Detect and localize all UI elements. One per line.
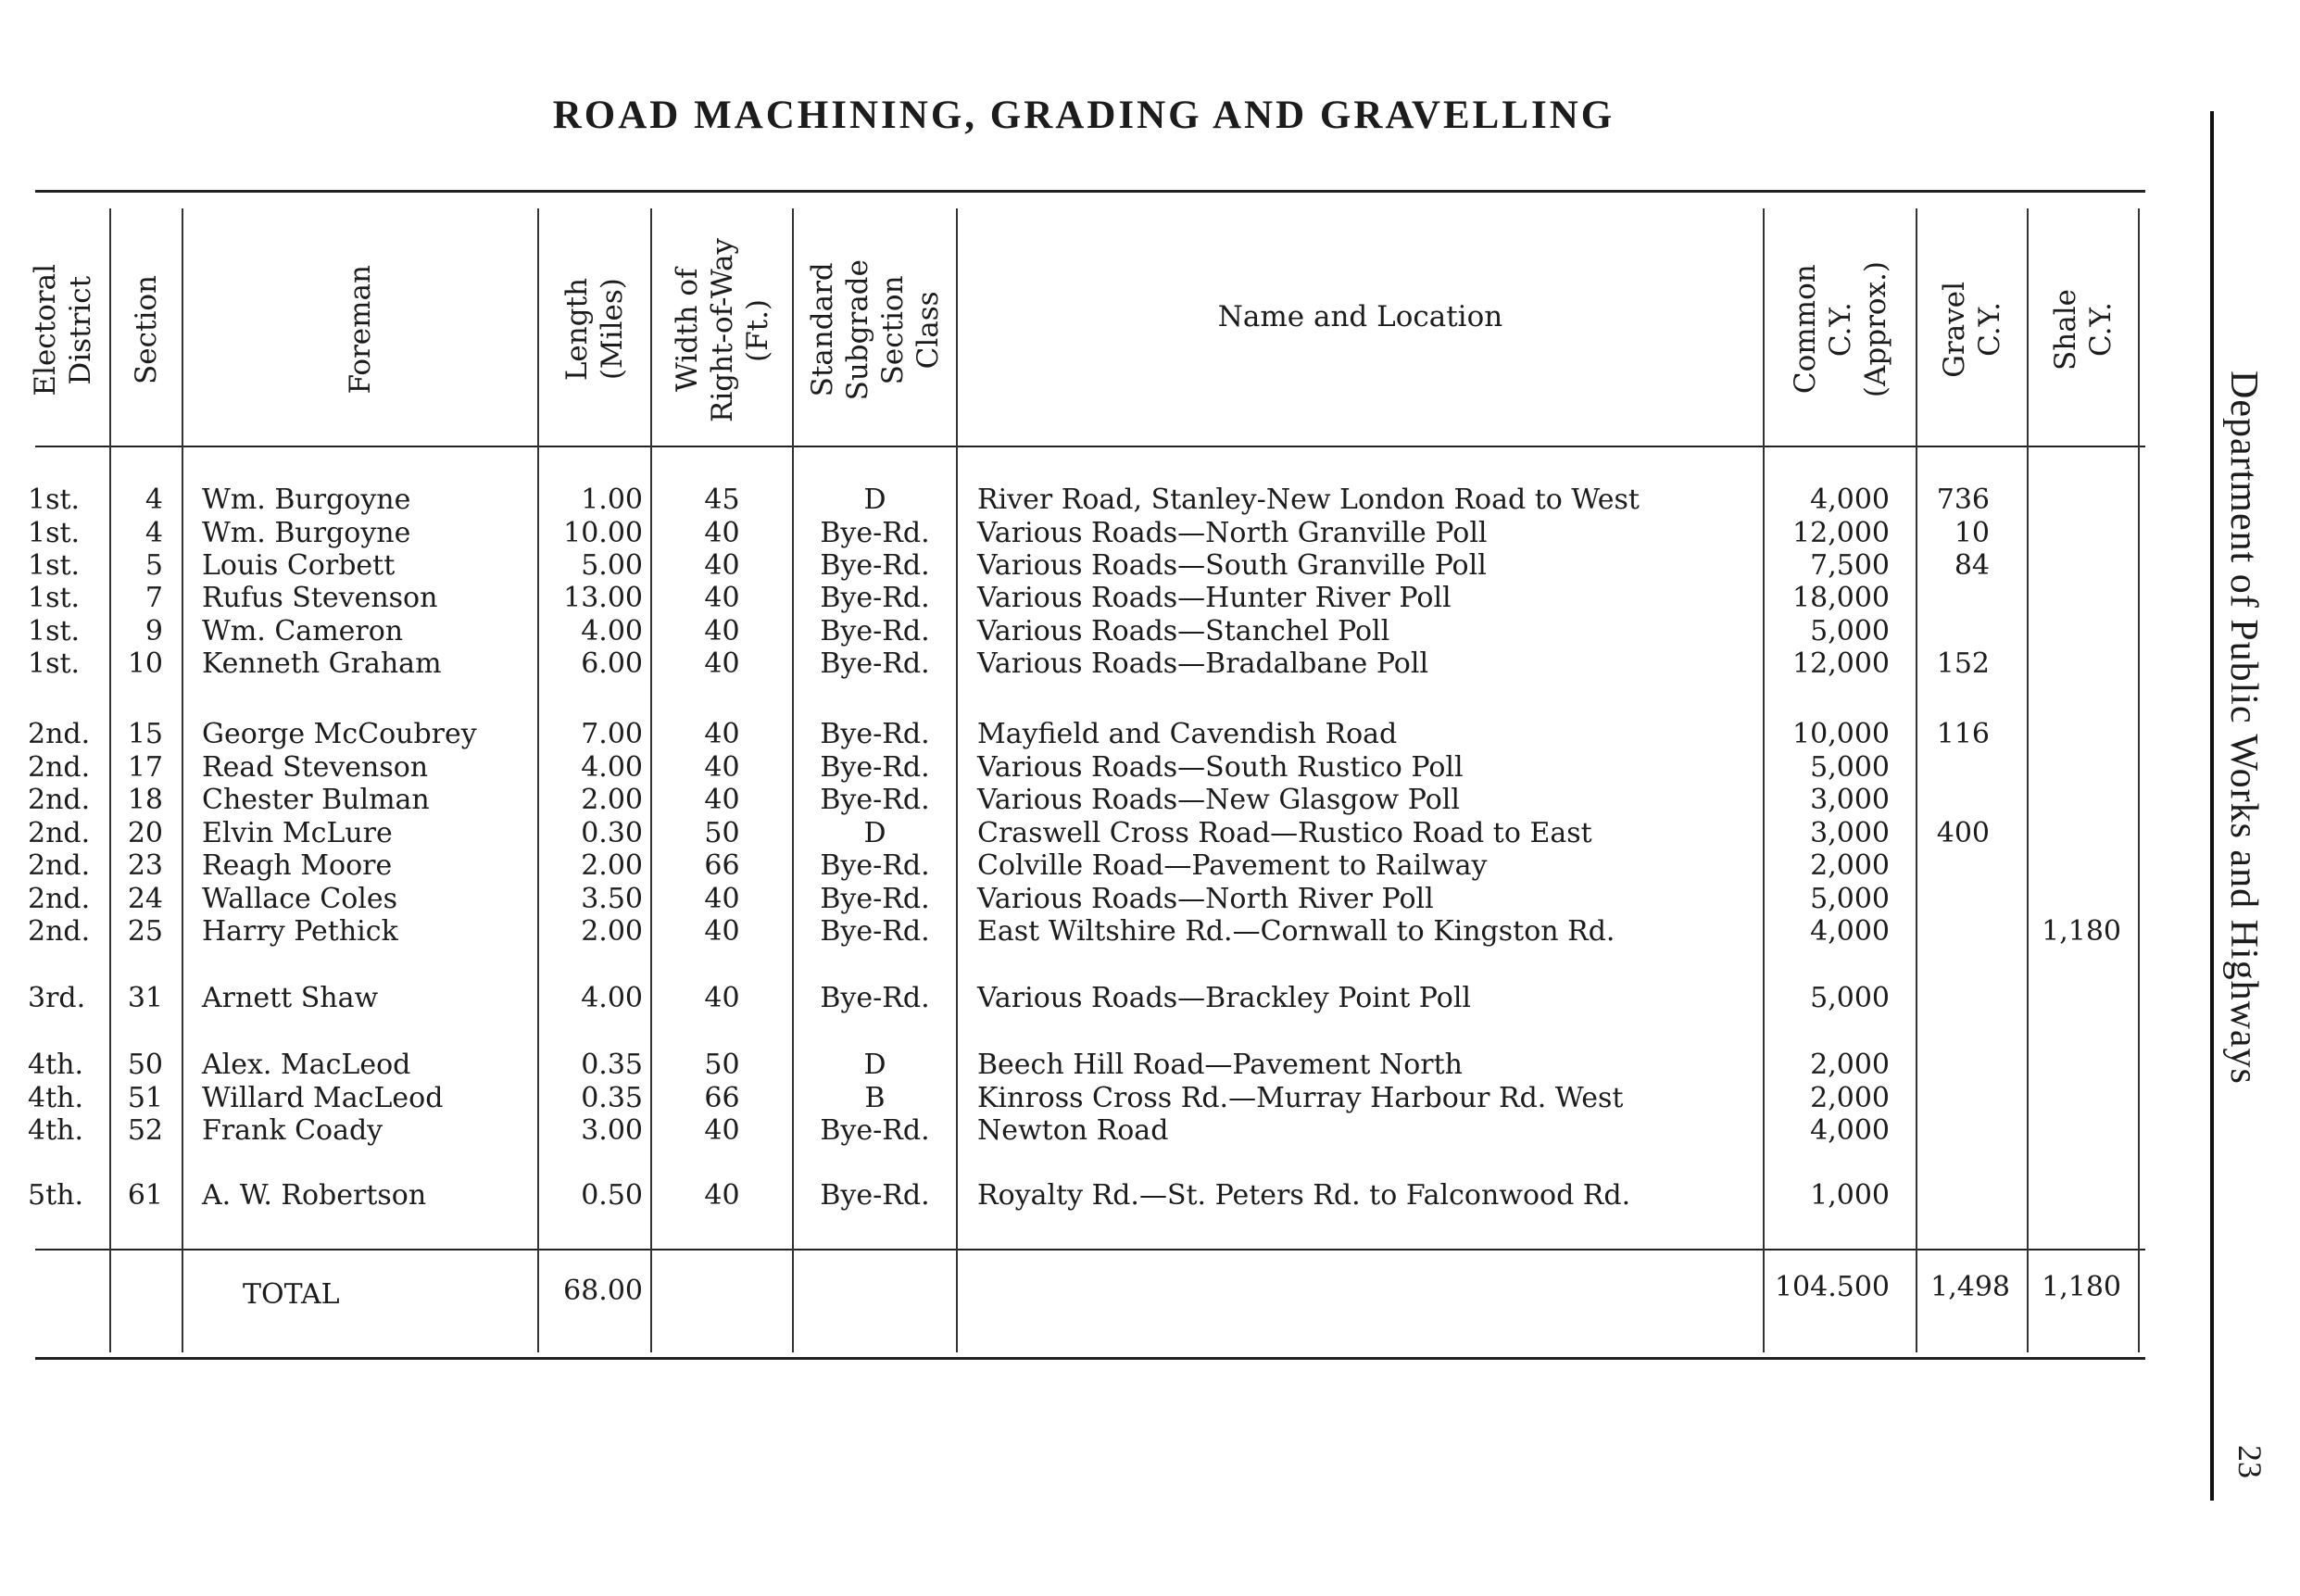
cell-section: 23 <box>127 849 163 882</box>
cell-foreman: Harry Pethick <box>202 915 398 948</box>
cell-name: Various Roads—Hunter River Poll <box>977 582 1452 614</box>
cell-class: Bye-Rd. <box>820 549 930 582</box>
cell-length: 4.00 <box>581 615 643 647</box>
cell-common: 12,000 <box>1792 647 1890 680</box>
cell-width: 40 <box>704 784 740 816</box>
cell-foreman: Kenneth Graham <box>202 647 442 680</box>
header-section: Section <box>130 275 163 384</box>
cell-section: 17 <box>127 751 163 784</box>
cell-width: 66 <box>704 849 740 882</box>
cell-district: 5th. <box>28 1179 83 1212</box>
cell-name: Kinross Cross Rd.—Murray Harbour Rd. West <box>977 1082 1624 1114</box>
cell-section: 51 <box>127 1082 163 1114</box>
header-foreman: Foreman <box>344 265 377 395</box>
cell-district: 4th. <box>28 1049 83 1081</box>
cell-name: Various Roads—Bradalbane Poll <box>977 647 1429 680</box>
cell-length: 2.00 <box>581 849 643 882</box>
cell-name: Various Roads—South Granville Poll <box>977 549 1487 582</box>
cell-width: 40 <box>704 718 740 750</box>
cell-district: 3rd. <box>28 982 86 1014</box>
cell-common: 2,000 <box>1810 849 1890 882</box>
cell-foreman: Wm. Burgoyne <box>202 484 411 516</box>
cell-width: 40 <box>704 647 740 680</box>
cell-class: D <box>863 817 886 849</box>
cell-gravel: 400 <box>1936 817 1990 849</box>
cell-common: 2,000 <box>1810 1049 1890 1081</box>
cell-district: 2nd. <box>28 784 91 816</box>
cell-section: 7 <box>145 582 163 614</box>
cell-foreman: Alex. MacLeod <box>202 1049 411 1081</box>
cell-class: Bye-Rd. <box>820 784 930 816</box>
cell-length: 5.00 <box>581 549 643 582</box>
cell-section: 10 <box>127 647 163 680</box>
cell-width: 40 <box>704 1114 740 1147</box>
cell-width: 40 <box>704 1179 740 1212</box>
cell-name: Craswell Cross Road—Rustico Road to East <box>977 817 1592 849</box>
cell-district: 2nd. <box>28 751 91 784</box>
cell-common: 4,000 <box>1810 915 1890 948</box>
cell-name: Colville Road—Pavement to Railway <box>977 849 1488 882</box>
cell-common: 7,500 <box>1810 549 1890 582</box>
cell-district: 2nd. <box>28 849 91 882</box>
cell-common: 4,000 <box>1810 484 1890 516</box>
cell-section: 18 <box>127 784 163 816</box>
cell-common: 2,000 <box>1810 1082 1890 1114</box>
cell-foreman: Reagh Moore <box>202 849 393 882</box>
cell-width: 40 <box>704 751 740 784</box>
cell-section: 31 <box>127 982 163 1014</box>
header-shale: Shale C.Y. <box>2049 289 2118 371</box>
cell-district: 1st. <box>28 582 81 614</box>
total-length: 68.00 <box>563 1275 643 1307</box>
header-common: Common C.Y. (Approx.) <box>1788 261 1892 398</box>
cell-width: 40 <box>704 982 740 1014</box>
cell-class: Bye-Rd. <box>820 517 930 549</box>
cell-width: 66 <box>704 1082 740 1114</box>
cell-gravel: 736 <box>1936 484 1990 516</box>
cell-foreman: Willard MacLeod <box>202 1082 444 1114</box>
cell-class: Bye-Rd. <box>820 849 930 882</box>
cell-name: Various Roads—New Glasgow Poll <box>977 784 1460 816</box>
cell-common: 5,000 <box>1810 751 1890 784</box>
cell-length: 4.00 <box>581 982 643 1014</box>
cell-common: 3,000 <box>1810 784 1890 816</box>
top-rule <box>35 190 2145 193</box>
cell-district: 1st. <box>28 549 81 582</box>
cell-foreman: George McCoubrey <box>202 718 477 750</box>
header-length: Length (Miles) <box>560 278 629 382</box>
cell-width: 45 <box>704 484 740 516</box>
cell-width: 40 <box>704 915 740 948</box>
total-label: TOTAL <box>243 1278 340 1311</box>
cell-common: 5,000 <box>1810 883 1890 915</box>
cell-class: D <box>863 484 886 516</box>
cell-class: Bye-Rd. <box>820 751 930 784</box>
cell-class: Bye-Rd. <box>820 915 930 948</box>
cell-district: 2nd. <box>28 883 91 915</box>
cell-name: Newton Road <box>977 1114 1169 1147</box>
cell-district: 2nd. <box>28 915 91 948</box>
cell-common: 10,000 <box>1792 718 1890 750</box>
header-district: Electoral District <box>29 263 97 396</box>
cell-class: Bye-Rd. <box>820 982 930 1014</box>
cell-district: 4th. <box>28 1114 83 1147</box>
department-running-head: Department of Public Works and Highways <box>2222 371 2265 1085</box>
cell-gravel: 10 <box>1954 517 1990 549</box>
cell-section: 20 <box>127 817 163 849</box>
cell-class: D <box>863 1049 886 1081</box>
cell-length: 1.00 <box>581 484 643 516</box>
cell-section: 25 <box>127 915 163 948</box>
cell-common: 12,000 <box>1792 517 1890 549</box>
cell-length: 3.00 <box>581 1114 643 1147</box>
cell-district: 1st. <box>28 484 81 516</box>
cell-length: 0.30 <box>581 817 643 849</box>
page-title: ROAD MACHINING, GRADING AND GRAVELLING <box>552 94 1615 137</box>
header-gravel: Gravel C.Y. <box>1938 282 2006 378</box>
cell-common: 5,000 <box>1810 615 1890 647</box>
cell-common: 5,000 <box>1810 982 1890 1014</box>
header-name: Name and Location <box>1217 300 1503 333</box>
cell-district: 2nd. <box>28 718 91 750</box>
cell-section: 4 <box>145 484 163 516</box>
cell-name: Beech Hill Road—Pavement North <box>977 1049 1464 1081</box>
cell-name: Various Roads—Stanchel Poll <box>977 615 1390 647</box>
cell-length: 2.00 <box>581 784 643 816</box>
header-width: Width of Right-of-Way (Ft.) <box>670 237 774 422</box>
cell-class: Bye-Rd. <box>820 1179 930 1212</box>
cell-section: 61 <box>127 1179 163 1212</box>
cell-section: 9 <box>145 615 163 647</box>
bottom-rule <box>35 1357 2145 1360</box>
cell-foreman: Wm. Burgoyne <box>202 517 411 549</box>
cell-length: 0.35 <box>581 1049 643 1081</box>
cell-name: Various Roads—Brackley Point Poll <box>977 982 1472 1014</box>
cell-class: Bye-Rd. <box>820 883 930 915</box>
cell-name: Royalty Rd.—St. Peters Rd. to Falconwood Rd. <box>977 1179 1631 1212</box>
cell-foreman: Wallace Coles <box>202 883 398 915</box>
cell-district: 1st. <box>28 647 81 680</box>
cell-width: 50 <box>704 817 740 849</box>
cell-common: 18,000 <box>1792 582 1890 614</box>
cell-name: Mayfield and Cavendish Road <box>977 718 1398 750</box>
cell-common: 1,000 <box>1810 1179 1890 1212</box>
cell-width: 50 <box>704 1049 740 1081</box>
cell-foreman: Elvin McLure <box>202 817 393 849</box>
cell-class: Bye-Rd. <box>820 1114 930 1147</box>
cell-length: 7.00 <box>581 718 643 750</box>
col-divider <box>2138 208 2140 1352</box>
cell-width: 40 <box>704 549 740 582</box>
cell-district: 1st. <box>28 517 81 549</box>
total-common: 104.500 <box>1774 1271 1890 1303</box>
cell-class: Bye-Rd. <box>820 615 930 647</box>
cell-section: 52 <box>127 1114 163 1147</box>
cell-section: 5 <box>145 549 163 582</box>
cell-name: East Wiltshire Rd.—Cornwall to Kingston Rd. <box>977 915 1615 948</box>
cell-common: 3,000 <box>1810 817 1890 849</box>
header-class: Standard Subgrade Section Class <box>805 258 945 401</box>
cell-name: Various Roads—North Granville Poll <box>977 517 1488 549</box>
cell-name: Various Roads—South Rustico Poll <box>977 751 1464 784</box>
header-bottom-rule <box>35 446 2145 447</box>
cell-class: Bye-Rd. <box>820 582 930 614</box>
cell-class: Bye-Rd. <box>820 718 930 750</box>
cell-district: 4th. <box>28 1082 83 1114</box>
total-gravel: 1,498 <box>1930 1271 2010 1303</box>
cell-length: 4.00 <box>581 751 643 784</box>
cell-common: 4,000 <box>1810 1114 1890 1147</box>
cell-length: 6.00 <box>581 647 643 680</box>
cell-gravel: 152 <box>1936 647 1990 680</box>
cell-length: 0.35 <box>581 1082 643 1114</box>
cell-width: 40 <box>704 615 740 647</box>
cell-class: Bye-Rd. <box>820 647 930 680</box>
cell-foreman: Frank Coady <box>202 1114 383 1147</box>
cell-shale: 1,180 <box>2042 915 2121 948</box>
cell-foreman: A. W. Robertson <box>202 1179 427 1212</box>
cell-foreman: Read Stevenson <box>202 751 429 784</box>
cell-section: 50 <box>127 1049 163 1081</box>
total-shale: 1,180 <box>2042 1271 2121 1303</box>
cell-foreman: Rufus Stevenson <box>202 582 438 614</box>
page-number: 23 <box>2231 1445 2269 1478</box>
cell-foreman: Chester Bulman <box>202 784 430 816</box>
cell-class: B <box>864 1082 886 1114</box>
cell-width: 40 <box>704 883 740 915</box>
cell-length: 10.00 <box>563 517 643 549</box>
cell-section: 24 <box>127 883 163 915</box>
cell-width: 40 <box>704 517 740 549</box>
margin-rule <box>2210 111 2214 1501</box>
cell-foreman: Wm. Cameron <box>202 615 404 647</box>
cell-name: River Road, Stanley-New London Road to West <box>977 484 1640 516</box>
cell-foreman: Arnett Shaw <box>202 982 379 1014</box>
cell-length: 13.00 <box>563 582 643 614</box>
cell-length: 2.00 <box>581 915 643 948</box>
cell-gravel: 84 <box>1954 549 1990 582</box>
cell-gravel: 116 <box>1936 718 1990 750</box>
cell-section: 15 <box>127 718 163 750</box>
cell-section: 4 <box>145 517 163 549</box>
cell-foreman: Louis Corbett <box>202 549 396 582</box>
cell-width: 40 <box>704 582 740 614</box>
cell-district: 2nd. <box>28 817 91 849</box>
cell-district: 1st. <box>28 615 81 647</box>
cell-length: 0.50 <box>581 1179 643 1212</box>
cell-name: Various Roads—North River Poll <box>977 883 1434 915</box>
cell-length: 3.50 <box>581 883 643 915</box>
total-top-rule <box>35 1249 2145 1250</box>
